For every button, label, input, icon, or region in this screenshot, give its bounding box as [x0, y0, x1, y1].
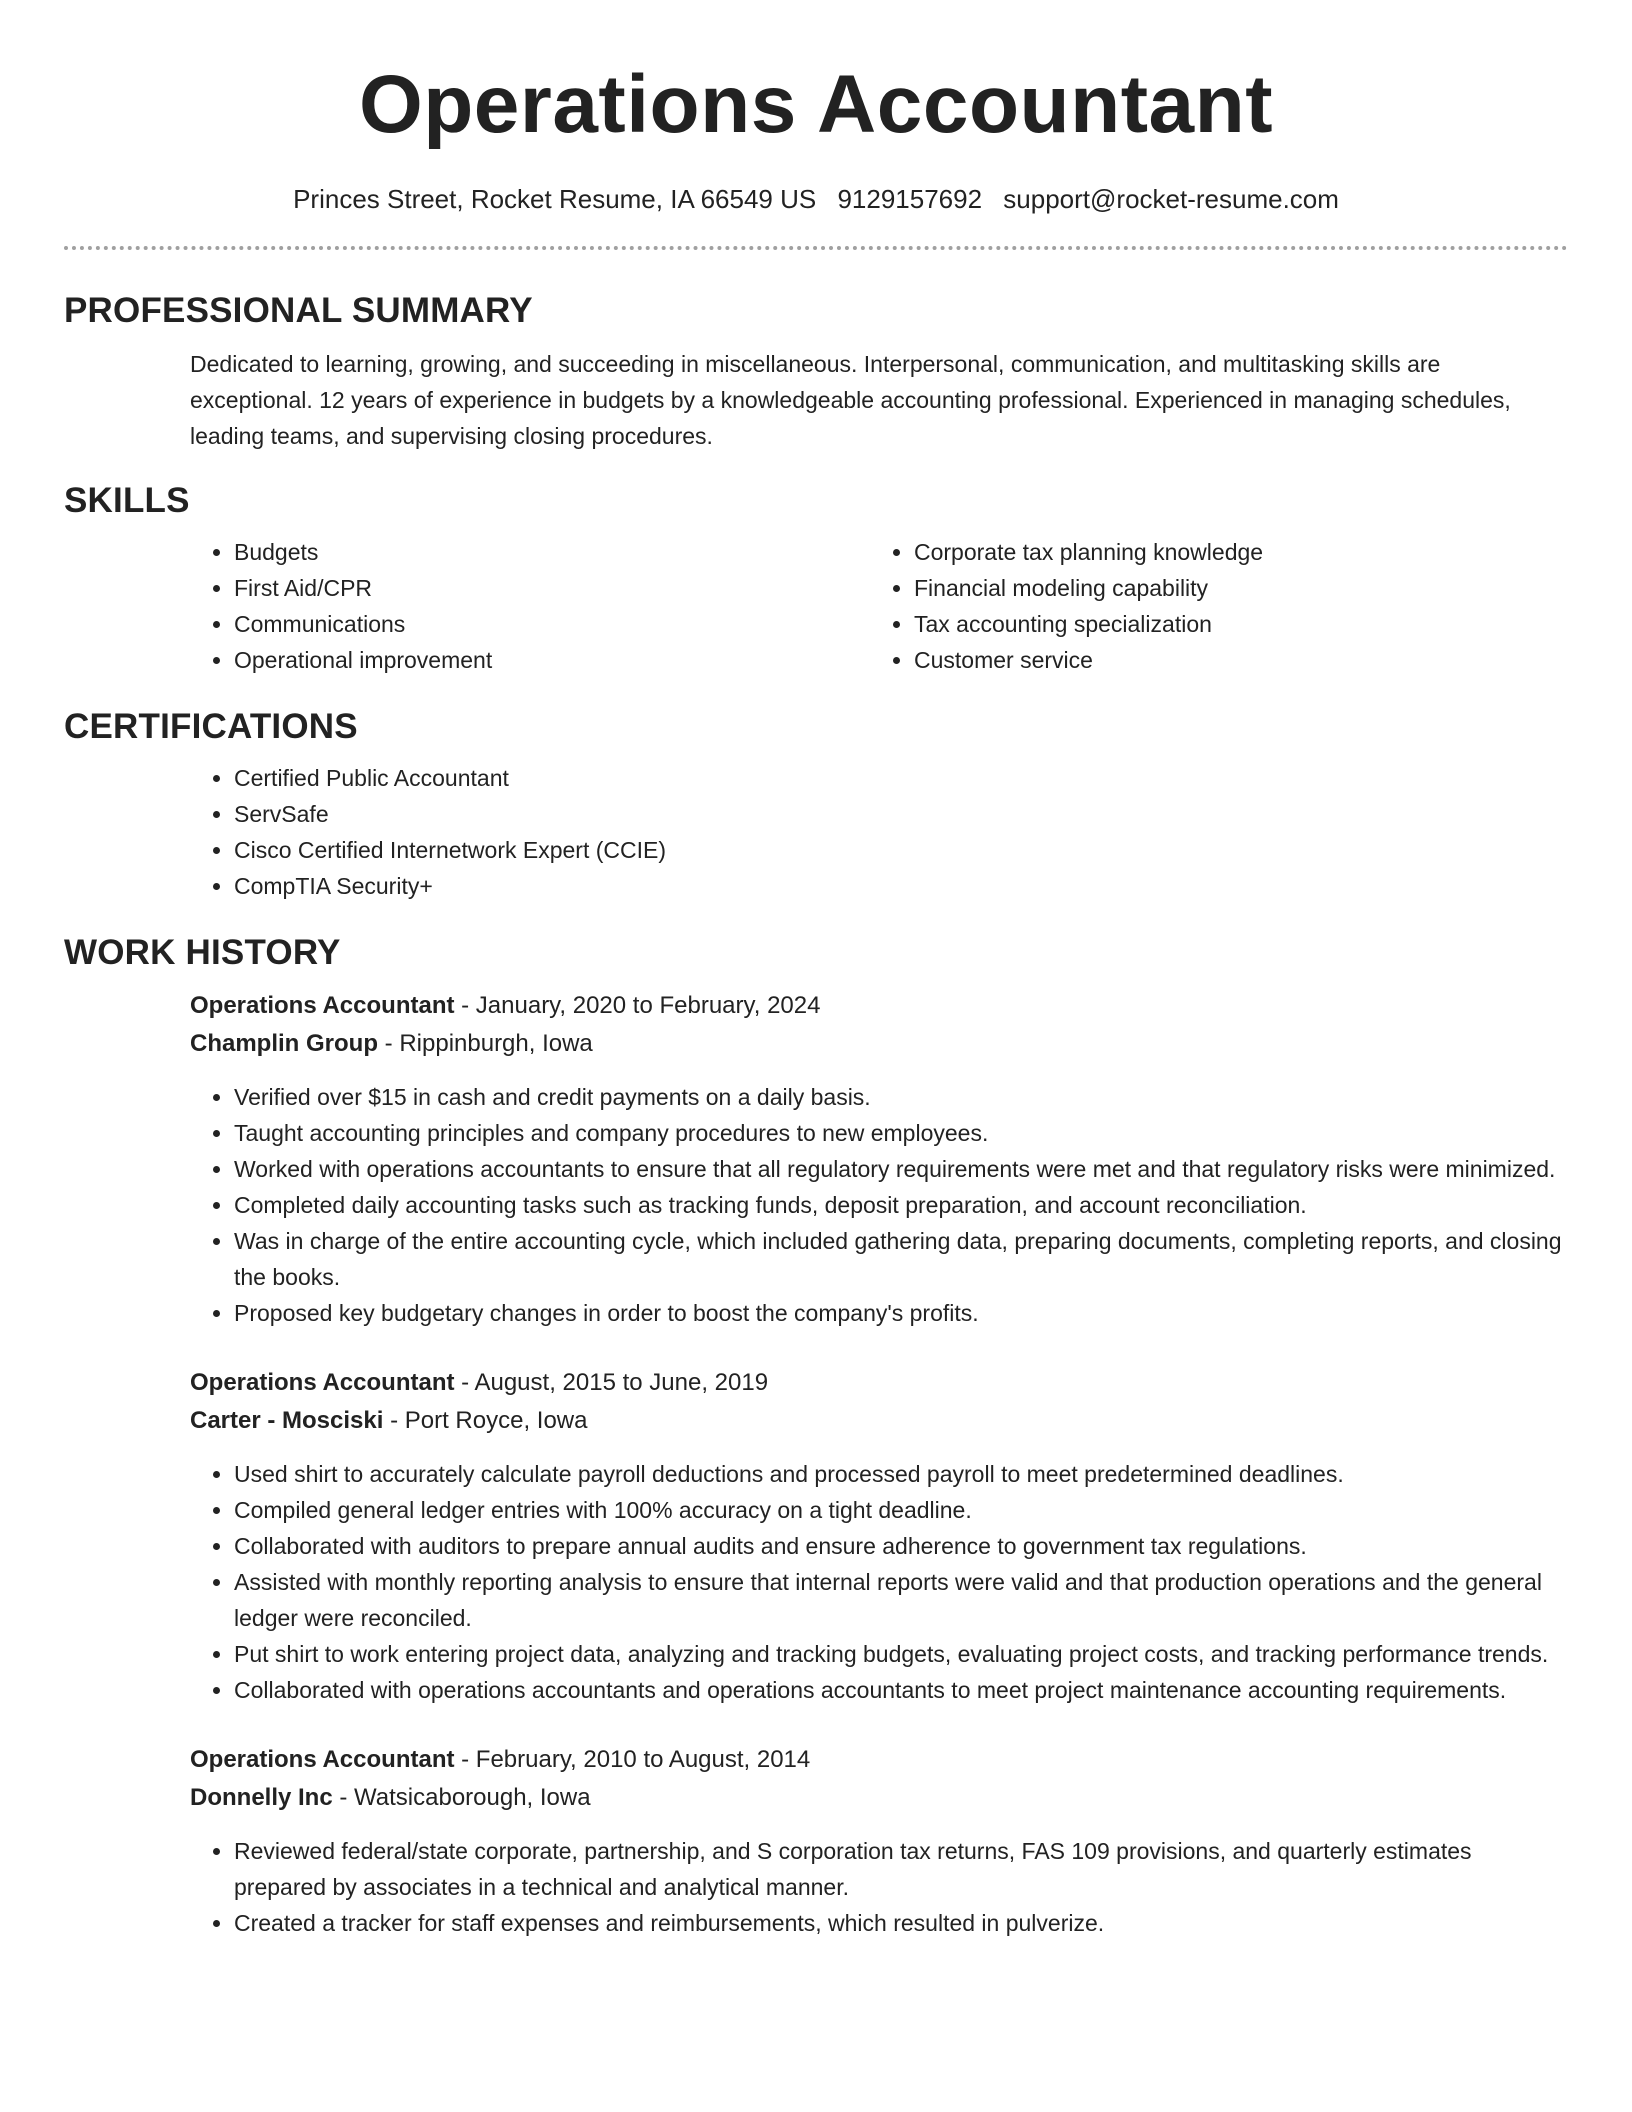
job-entry: [190, 1364, 1568, 1708]
job-dates: - February, 2010 to August, 2014: [454, 1746, 811, 1773]
certifications-bullets: [190, 760, 1568, 904]
job-title-line: [190, 987, 1568, 1025]
list-item: • Operational improvement: [234, 642, 870, 678]
list-item: • Proposed key budgetary changes in order to boost the company's profits.: [234, 1295, 1568, 1331]
job-location: - Watsicaborough, Iowa: [332, 1784, 591, 1811]
skills-column-left: [190, 534, 870, 678]
list-item: • First Aid/CPR: [234, 570, 870, 606]
job-title-line: [190, 1741, 1568, 1779]
list-item: • Compiled general ledger entries with 100% accuracy on a tight deadline.: [234, 1492, 1568, 1528]
certifications-list: [190, 760, 1568, 904]
job-company: Champlin Group: [190, 1030, 378, 1057]
summary-section: [190, 346, 1568, 454]
list-item: • Cisco Certified Internetwork Expert (CCIE): [234, 832, 1568, 868]
list-item: • Financial modeling capability: [914, 570, 1263, 606]
list-item: • Corporate tax planning knowledge: [914, 534, 1263, 570]
list-item: • Assisted with monthly reporting analysis to ensure that internal reports were valid and that production operations and the general ledger were reconciled.: [234, 1564, 1568, 1636]
section-title-skills: SKILLS: [64, 481, 190, 520]
job-entry: [190, 1741, 1568, 1941]
list-item: • Tax accounting specialization: [914, 606, 1263, 642]
job-role: Operations Accountant: [190, 1746, 455, 1773]
list-item: • ServSafe: [234, 796, 1568, 832]
job-company-line: [190, 1402, 1568, 1440]
list-item: • Created a tracker for staff expenses and reimbursements, which resulted in pulverize.: [234, 1905, 1568, 1941]
job-role: Operations Accountant: [190, 992, 455, 1019]
skills-list: [190, 534, 1568, 678]
job-location: - Port Royce, Iowa: [383, 1407, 588, 1434]
contact-address: Princes Street, Rocket Resume, IA 66549 US: [293, 184, 817, 214]
job-company-line: [190, 1779, 1568, 1817]
job-company-line: [190, 1025, 1568, 1063]
resume-page: [64, 0, 1568, 1941]
list-item: • Verified over $15 in cash and credit payments on a daily basis.: [234, 1079, 1568, 1115]
job-role: Operations Accountant: [190, 1369, 455, 1396]
job-company: Donnelly Inc: [190, 1784, 333, 1811]
contact-email: support@rocket-resume.com: [1003, 184, 1339, 214]
list-item: • Certified Public Accountant: [234, 760, 1568, 796]
job-dates: - January, 2020 to February, 2024: [454, 992, 821, 1019]
contact-phone: 9129157692: [837, 184, 983, 214]
list-item: • Customer service: [914, 642, 1263, 678]
list-item: • Communications: [234, 606, 870, 642]
section-title-summary: PROFESSIONAL SUMMARY: [64, 291, 533, 330]
list-item: • Completed daily accounting tasks such as tracking funds, deposit preparation, and account reconciliation.: [234, 1187, 1568, 1223]
job-dates: - August, 2015 to June, 2019: [454, 1369, 769, 1396]
list-item: • Was in charge of the entire accounting cycle, which included gathering data, preparing documents, completing reports, and closing the books.: [234, 1223, 1568, 1295]
list-item: • Budgets: [234, 534, 870, 570]
job-entry: [190, 987, 1568, 1331]
summary-text: Dedicated to learning, growing, and succeeding in miscellaneous. Interpersonal, communication, and multitasking skills are exceptional. 12 years of experience in budgets by a knowledgeable accounting professional. Experienced in managing schedules, leading teams, and supervising closing procedures.: [190, 351, 1511, 449]
list-item: • Collaborated with operations accountants and operations accountants to meet project maintenance accounting requirements.: [234, 1672, 1568, 1708]
section-title-certifications: CERTIFICATIONS: [64, 707, 358, 746]
list-item: • Worked with operations accountants to ensure that all regulatory requirements were met and that regulatory risks were minimized.: [234, 1151, 1568, 1187]
job-location: - Rippinburgh, Iowa: [378, 1030, 593, 1057]
list-item: • Put shirt to work entering project data, analyzing and tracking budgets, evaluating project costs, and tracking performance trends.: [234, 1636, 1568, 1672]
job-bullets: [190, 1833, 1568, 1941]
list-item: • CompTIA Security+: [234, 868, 1568, 904]
contact-line: [64, 186, 1568, 212]
job-title-line: [190, 1364, 1568, 1402]
list-item: • Reviewed federal/state corporate, partnership, and S corporation tax returns, FAS 109 provisions, and quarterly estimates prepared by associates in a technical and analytical manner.: [234, 1833, 1568, 1905]
job-bullets: [190, 1079, 1568, 1331]
list-item: • Collaborated with auditors to prepare annual audits and ensure adherence to government tax regulations.: [234, 1528, 1568, 1564]
header-divider: [64, 246, 1568, 250]
section-title-work-history: WORK HISTORY: [64, 933, 341, 972]
skills-column-right: [870, 534, 1263, 678]
list-item: • Used shirt to accurately calculate payroll deductions and processed payroll to meet predetermined deadlines.: [234, 1456, 1568, 1492]
job-company: Carter - Mosciski: [190, 1407, 384, 1434]
page-title: Operations Accountant: [358, 59, 1274, 150]
job-bullets: [190, 1456, 1568, 1708]
list-item: • Taught accounting principles and company procedures to new employees.: [234, 1115, 1568, 1151]
